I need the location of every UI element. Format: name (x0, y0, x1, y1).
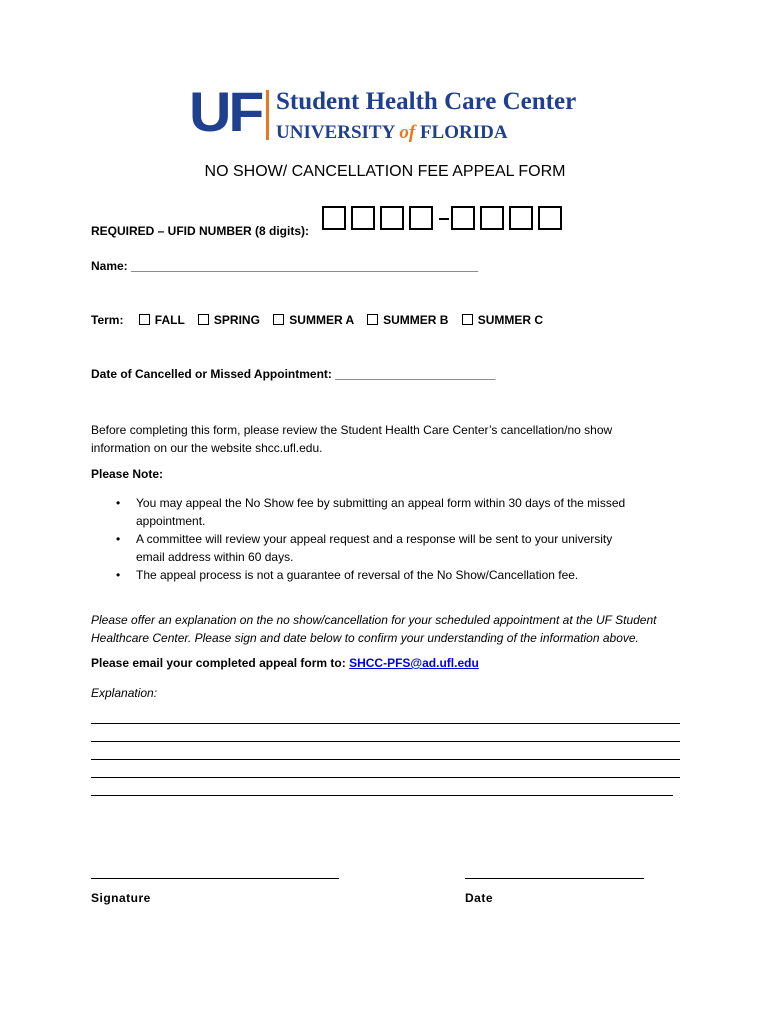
email-link[interactable]: SHCC-PFS@ad.ufl.edu (349, 656, 479, 670)
term-option-fall: FALL (154, 313, 185, 327)
notes-list-container (136, 494, 696, 584)
term-label: Term: (91, 313, 124, 327)
ufid-label: REQUIRED – UFID NUMBER (8 digits): (91, 224, 310, 238)
form-title: NO SHOW/ CANCELLATION FEE APPEAL FORM (204, 163, 566, 180)
term-option-summer-b: SUMMER B (383, 313, 449, 327)
ufid-digit-3[interactable] (380, 206, 404, 230)
intro-line-1: Before completing this form, please review the Student Health Care Center’s cancellation/no show (91, 423, 613, 437)
explanation-line (91, 795, 673, 796)
ufid-digit-2[interactable] (351, 206, 375, 230)
date-label: Date (465, 891, 494, 905)
ufid-digit-7[interactable] (509, 206, 533, 230)
email-label: Please email your completed appeal form to: (91, 656, 346, 670)
note-1-line-1: • You may appeal the No Show fee by submitting an appeal form within 30 days of the missed (136, 496, 626, 510)
note-item (136, 494, 696, 530)
date-line[interactable] (465, 878, 644, 879)
instruction-text (91, 611, 656, 647)
intro-text (91, 421, 612, 457)
note-3-line-1: • The appeal process is not a guarantee of reversal of the No Show/Cancellation fee. (136, 568, 579, 582)
logo-subtitle-post: FLORIDA (415, 122, 508, 143)
name-field[interactable] (91, 259, 478, 273)
note-2-line-1: • A committee will review your appeal request and a response will be sent to your university (136, 532, 613, 546)
note-item (136, 530, 696, 566)
signature-label: Signature (91, 891, 151, 905)
ufid-digit-4[interactable] (409, 206, 433, 230)
appointment-date-blank: ________________________ (335, 367, 496, 381)
explanation-line (91, 777, 680, 778)
explanation-line (91, 723, 680, 724)
explanation-label: Explanation: (91, 686, 158, 700)
ufid-digit-1[interactable] (322, 206, 346, 230)
appointment-date-field[interactable] (91, 367, 495, 381)
checkbox-summer-c[interactable] (462, 314, 473, 325)
explanation-field[interactable] (91, 706, 680, 798)
ufid-digit-8[interactable] (538, 206, 562, 230)
uf-logo-mark: UF (189, 80, 262, 143)
appointment-date-label: Date of Cancelled or Missed Appointment: (91, 367, 332, 381)
intro-line-2: information on our the website shcc.ufl.edu. (91, 441, 323, 455)
term-option-spring: SPRING (213, 313, 260, 327)
ufid-digit-6[interactable] (480, 206, 504, 230)
signature-line[interactable] (91, 878, 339, 879)
note-1-line-2: appointment. (136, 514, 206, 528)
checkbox-summer-b[interactable] (367, 314, 378, 325)
checkbox-spring[interactable] (198, 314, 209, 325)
please-note-heading: Please Note: (91, 467, 164, 481)
checkbox-fall[interactable] (139, 314, 150, 325)
term-option-summer-c: SUMMER C (477, 313, 544, 327)
email-instruction (91, 656, 479, 670)
term-row (91, 313, 543, 327)
explanation-line (91, 759, 680, 760)
instruction-line-1: Please offer an explanation on the no show/cancellation for your scheduled appointment at the UF Student (91, 613, 657, 627)
checkbox-summer-a[interactable] (273, 314, 284, 325)
logo-subtitle-of: of (399, 122, 416, 143)
instruction-line-2: Healthcare Center. Please sign and date below to confirm your understanding of the information above. (91, 631, 639, 645)
logo-subtitle (276, 122, 508, 144)
logo-divider (266, 90, 269, 140)
name-label: Name: (91, 259, 128, 273)
explanation-line (91, 741, 680, 742)
note-2-line-2: email address within 60 days. (136, 550, 294, 564)
logo-subtitle-pre: UNIVERSITY (276, 122, 400, 143)
term-option-summer-a: SUMMER A (289, 313, 354, 327)
note-item (136, 566, 696, 584)
logo-title: Student Health Care Center (276, 88, 577, 115)
ufid-separator (439, 218, 449, 220)
notes-list (136, 494, 696, 584)
name-blank: ____________________________________________________ (131, 259, 479, 273)
ufid-digit-5[interactable] (451, 206, 475, 230)
